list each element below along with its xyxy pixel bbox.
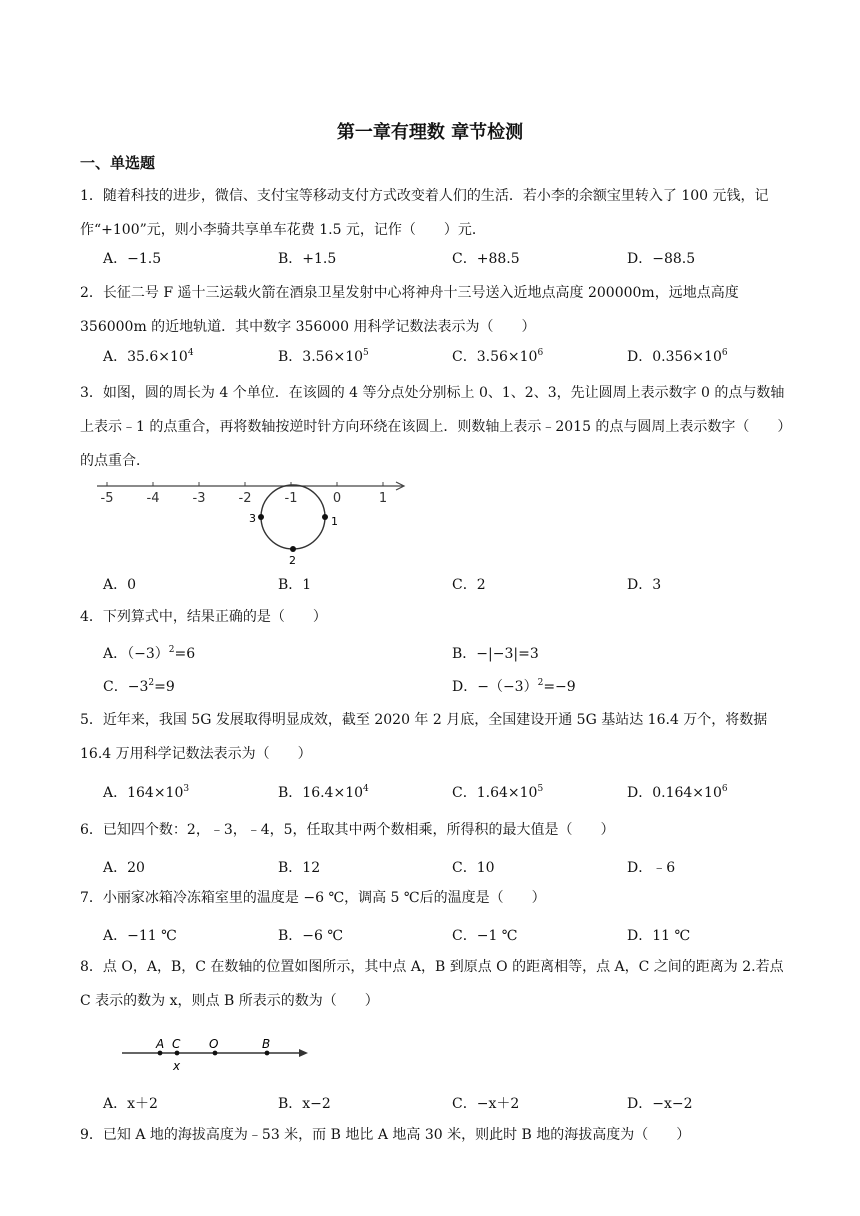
- option-c[interactable]: C．$3.56\times 10^6$: [452, 348, 544, 365]
- tick-label: 0: [332, 491, 342, 506]
- question-6-options: [103, 857, 803, 881]
- option-a[interactable]: A．−1.5: [103, 251, 162, 267]
- question-4: 4．下列算式中，结果正确的是（ ）: [80, 609, 327, 625]
- circle-label-3: 3: [249, 512, 256, 525]
- tick-label: -5: [100, 491, 114, 506]
- question-3: 3．如图，圆的周长为 4 个单位．在该圆的 4 等分点处分别标上 0、1、2、3，先让圆周上表示数字 0 的点与数轴上表示﹣1 的点重合，再将数轴按逆时针方向环绕在该圆上．则数轴上表示﹣2015 的点与圆周上表示数字（ ）的点重合．: [80, 385, 792, 469]
- tick-label: -1: [284, 491, 298, 506]
- option-d[interactable]: D．$-(-3)^2=-9$: [452, 678, 576, 695]
- point-o-label: O: [209, 1037, 219, 1051]
- page-title: 第一章有理数 章节检测: [336, 122, 524, 143]
- option-a[interactable]: A．x＋2: [103, 1096, 158, 1112]
- circle-label-1: 1: [331, 515, 338, 528]
- option-c[interactable]: C．−1 ℃: [452, 928, 518, 944]
- question-1: 1．随着科技的进步，微信、支付宝等移动支付方式改变着人们的生活．若小李的余额宝里转入了 100 元钱，记作“+100”元，则小李骑共享单车花费 1.5 元，记作（ ）元．: [80, 188, 769, 238]
- option-d[interactable]: D．$0.164\times 10^6$: [627, 784, 728, 801]
- option-b[interactable]: B．12: [278, 860, 321, 876]
- option-b[interactable]: B．−6 ℃: [278, 928, 344, 944]
- point-b-label: B: [262, 1037, 271, 1051]
- question-7-options: [103, 925, 803, 949]
- option-a[interactable]: A．$(-3)^2=6$: [103, 645, 196, 662]
- option-b[interactable]: B．$3.56\times 10^5$: [278, 348, 369, 365]
- option-d[interactable]: D．−x−2: [627, 1096, 693, 1112]
- question-5: 5．近年来，我国 5G 发展取得明显成效，截至 2020 年 2 月底，全国建设开通 5G 基站达 16.4 万个，将数据 16.4 万用科学记数法表示为（ ）: [80, 712, 768, 762]
- option-d[interactable]: D．3: [627, 577, 662, 593]
- option-a[interactable]: A．−11 ℃: [103, 928, 177, 944]
- option-d[interactable]: D．$0.356\times 10^6$: [627, 348, 728, 365]
- option-d[interactable]: D．﹣6: [627, 860, 676, 876]
- option-d[interactable]: D．−88.5: [627, 251, 696, 267]
- question-4-options-row1: [103, 643, 803, 667]
- tick-label: -2: [238, 491, 252, 506]
- tick-label: -4: [146, 491, 160, 506]
- option-b[interactable]: B．$16.4\times 10^4$: [278, 784, 369, 801]
- question-7: 7．小丽家冰箱冷冻箱室里的温度是 −6 ℃，调高 5 ℃后的温度是（ ）: [80, 890, 546, 906]
- option-b[interactable]: B．x−2: [278, 1096, 331, 1112]
- tick-label: -3: [192, 491, 206, 506]
- option-c[interactable]: C．2: [452, 577, 486, 593]
- question-8: 8．点 O，A，B，C 在数轴的位置如图所示，其中点 A，B 到原点 O 的距离相等，点 A，C 之间的距离为 2.若点 C 表示的数为 x，则点 B 所表示的数为（ ）: [80, 959, 784, 1009]
- option-b[interactable]: B．+1.5: [278, 251, 337, 267]
- option-c[interactable]: C．$1.64\times 10^5$: [452, 784, 544, 801]
- option-a[interactable]: A．0: [103, 577, 137, 593]
- option-c[interactable]: C．+88.5: [452, 251, 520, 267]
- question-5-options: [103, 782, 803, 806]
- question-2-options: [103, 346, 803, 370]
- question-9: 9．已知 A 地的海拔高度为﹣53 米，而 B 地比 A 地高 30 米，则此时 B 地的海拔高度为（ ）: [80, 1127, 691, 1143]
- question-1-options: [103, 248, 803, 272]
- question-2: 2．长征二号 F 遥十三运载火箭在酒泉卫星发射中心将神舟十三号送入近地点高度 200000m，远地点高度 356000m 的近地轨道．其中数字 356000 用科学记数法表示为（ ）: [80, 285, 739, 335]
- option-c[interactable]: C．$-3^2=9$: [103, 678, 175, 695]
- option-d[interactable]: D．11 ℃: [627, 928, 691, 944]
- option-b[interactable]: B．1: [278, 577, 312, 593]
- option-a[interactable]: A．20: [103, 860, 145, 876]
- question-8-options: [103, 1093, 803, 1117]
- point-a-label: A: [156, 1037, 165, 1051]
- number-line-circle-figure: [95, 476, 415, 568]
- section-heading: 一、单选题: [80, 154, 156, 172]
- circle-label-2: 2: [289, 554, 296, 567]
- option-c[interactable]: C．−x＋2: [452, 1096, 520, 1112]
- option-a[interactable]: A．$35.6\times 10^4$: [103, 348, 194, 365]
- point-c-value-label: x: [173, 1059, 181, 1073]
- tick-label: 1: [378, 491, 388, 506]
- point-c-label: C: [172, 1037, 181, 1051]
- question-3-options: [103, 574, 803, 598]
- option-a[interactable]: A．$164\times 10^3$: [103, 784, 190, 801]
- option-b[interactable]: B．−|−3|=3: [452, 646, 539, 662]
- number-line-points-figure: [118, 1034, 318, 1074]
- question-4-options-row2: [103, 676, 803, 700]
- question-6: 6．已知四个数：2，﹣3，﹣4，5，任取其中两个数相乘，所得积的最大值是（ ）: [80, 822, 615, 838]
- option-c[interactable]: C．10: [452, 860, 495, 876]
